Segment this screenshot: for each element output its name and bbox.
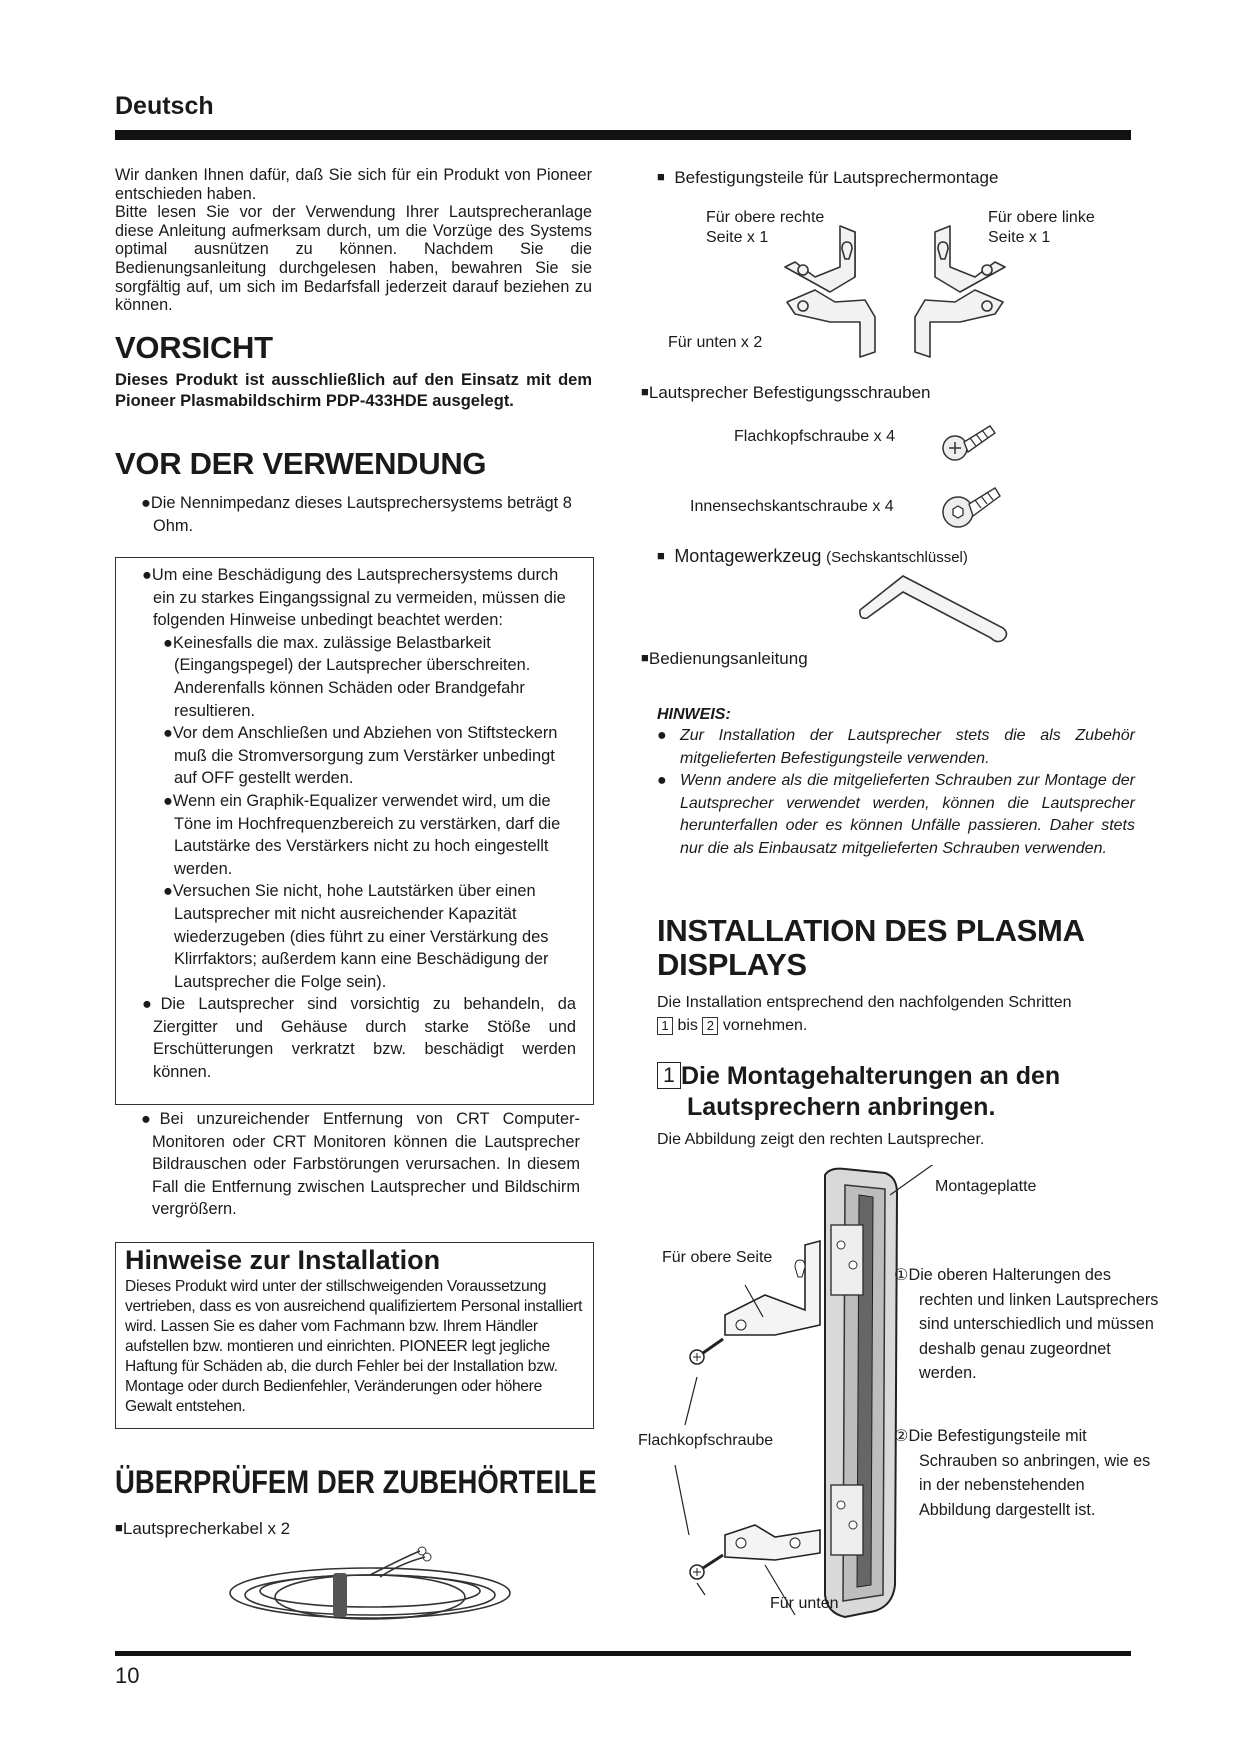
zubehoer-heading: ÜBERPRÜFEM DER ZUBEHÖRTEILE	[115, 1464, 597, 1500]
vorsicht-text: Dieses Produkt ist ausschließlich auf den Einsatz mit dem Pioneer Plasmabildschirm PDP-433HDE ausgelegt.	[115, 371, 592, 410]
label-montageplatte: Montageplatte	[935, 1178, 1037, 1195]
manual-label: ■Bedienungsanleitung	[641, 649, 808, 668]
label-flachkopfschraube: Flachkopfschraube	[638, 1432, 774, 1449]
bullet-icon: ●	[163, 791, 173, 810]
bullet-icon: ●	[141, 1110, 160, 1128]
installation-hints-box	[115, 1242, 594, 1429]
screws-label: ■Lautsprecher Befestigungsschrauben	[641, 383, 931, 402]
vor-der-verwendung-heading: VOR DER VERWENDUNG	[115, 446, 487, 481]
mounting-plate	[831, 1225, 863, 1295]
flathead-screw-label: Flachkopfschraube x 4	[734, 428, 895, 445]
bullet-icon: ●	[141, 494, 151, 512]
crt-note	[130, 1108, 580, 1221]
list-item: ●Wenn ein Graphik-Equalizer verwendet wird, um die Töne im Hochfrequenzbereich zu verstärken, darf die Lautstärke des Verstärkers nicht zu hoch eingestellt werden.	[163, 791, 561, 878]
square-bullet-icon: ■	[657, 169, 665, 184]
bullet-icon: ●	[142, 995, 161, 1014]
cable-label: ■Lautsprecherkabel x 2	[115, 1519, 291, 1538]
impedance-note	[131, 492, 581, 537]
footer-rule	[115, 1651, 1131, 1656]
step-number-badge: 1	[657, 1062, 681, 1089]
intro-block	[115, 166, 592, 315]
vor-der-verwendung-heading-wrap	[115, 446, 595, 482]
hex-key-icon	[855, 568, 1015, 646]
step-number-badge: 2	[702, 1017, 718, 1035]
keyhole-slot	[842, 242, 852, 259]
crt-text: Bei unzureichender Entfernung von CRT Computer-Monitoren oder CRT Monitoren können die Lautsprecher Bildrauschen oder Farbstörungen verursachen. In diesem Fall die Entfernung zwischen Lautsprecher und Bildschirm vergrößern.	[152, 1110, 580, 1219]
keyhole-slot	[938, 242, 948, 259]
bullet-icon: ●	[163, 724, 173, 743]
speaker-cable-illustration	[220, 1545, 520, 1630]
installation-heading-line2: DISPLAYS	[657, 947, 807, 982]
installation-note-2: ②Die Befestigungsteile mit Schrauben so anbringen, wie es in der nebenstehenden Abbildung dargestellt ist.	[894, 1427, 1151, 1519]
installation-hints-text: Dieses Produkt wird unter der stillschweigenden Voraussetzung vertrieben, dass es von ausreichend qualifiziertem Personal installiert wird. Lassen Sie es daher vom Fachmann bzw. Ihrem Händler aufstellen bzw. montieren und einrichten. PIONEER legt jegliche Haftung für Schäden ab, die durch Fehler bei der Installation bzw. Montage oder durch Bedienfehler, Veränderungen oder höhere Gewalt entstehen.	[125, 1278, 583, 1415]
bullet-icon: ●	[163, 882, 173, 901]
page-number: 10	[115, 1663, 140, 1688]
step-number-badge: 1	[657, 1017, 673, 1035]
vorsicht-section	[115, 330, 592, 412]
intro-paragraph-2: Bitte lesen Sie vor der Verwendung Ihrer Lautsprecheranlage diese Anleitung aufmerksam durch, um die Vorzüge des Systems optimal ausnützen zu können. Nachdem Sie die Bedienungsanleitung durchgelesen haben, bewahren Sie sie sorgfältig auf, um sich im Bedarfsfall jederzeit darauf beziehen zu können.	[115, 203, 592, 315]
figure-caption: Die Abbildung zeigt den rechten Lautsprecher.	[657, 1131, 985, 1148]
installation-note-1: ①Die oberen Halterungen des rechten und linken Lautsprechers sind unterschiedlich und müssen deshalb genau zugeordnet werden.	[894, 1266, 1159, 1383]
flathead-screw-icon	[690, 1555, 723, 1579]
step1-heading: 1 Die Montagehalterungen an den Lautsprechern anbringen.	[657, 1061, 1137, 1123]
impedance-text: Die Nennimpedanz dieses Lautsprechersystems beträgt 8 Ohm.	[150, 494, 572, 535]
list-item: ●Um eine Beschädigung des Lautsprechersystems durch ein zu starkes Eingangssignal zu vermeiden, müssen die folgenden Hinweise unbedingt beachtet werden:	[142, 566, 566, 630]
caution-box	[115, 557, 594, 1105]
bullet-icon: ●	[657, 727, 667, 744]
list-item: ●Versuchen Sie nicht, hohe Lautstärken über einen Lautsprecher mit nicht ausreichender Kapazität wiederzugeben (dies führt zu einer Verstärkung des Klirrfaktors; außerdem kann eine Beschädigung der Lautsprecher die Folge sein).	[163, 882, 549, 991]
installation-heading-wrap	[657, 914, 1137, 982]
hinweis-heading: HINWEIS:	[657, 706, 731, 723]
section-language-label: Deutsch	[115, 92, 214, 120]
square-bullet-icon: ■	[115, 1520, 123, 1535]
installation-hints-heading: Hinweise zur Installation	[125, 1245, 441, 1275]
bullet-icon: ●	[163, 633, 173, 652]
vorsicht-heading: VORSICHT	[115, 330, 273, 365]
bracket-hole	[982, 265, 992, 275]
list-item: ●Keinesfalls die max. zulässige Belastbarkeit (Eingangspegel) der Lautsprecher überschreiten. Anderenfalls können Schäden oder Brandgefahr resultieren.	[163, 633, 531, 720]
installation-heading-line1: INSTALLATION DES PLASMA	[657, 913, 1085, 948]
mounting-brackets-illustration	[775, 222, 1015, 362]
zubehoer-heading-wrap	[115, 1464, 595, 1501]
bracket-hole	[982, 301, 992, 311]
list-item: ●Die Lautsprecher sind vorsichtig zu behandeln, da Ziergitter und Gehäuse durch starke Stöße und Erschütterungen verkratzt bzw. beschädigt werden können.	[142, 995, 576, 1082]
list-item: ● Zur Installation der Lautsprecher stets die als Zubehör mitgelieferten Befestigungsteile verwenden.	[657, 727, 1135, 767]
bracket-upper-left-label: Für obere linke Seite x 1	[988, 209, 1095, 246]
label-unten: Für unten	[770, 1595, 839, 1612]
speaker-installation-figure	[645, 1165, 1075, 1635]
square-bullet-icon: ■	[657, 548, 665, 563]
flathead-screw-icon	[690, 1339, 723, 1364]
mounting-plate	[831, 1485, 863, 1555]
square-bullet-icon: ■	[641, 384, 649, 399]
befestigungsteile-label: ■ Befestigungsteile für Lautsprechermontage	[657, 168, 999, 187]
hinweis-block	[657, 706, 1135, 860]
flathead-screw-icon	[940, 420, 1000, 465]
cable-tie	[333, 1573, 347, 1617]
hex-socket-screw-icon	[940, 480, 1004, 532]
bracket-bottom-label: Für unten x 2	[668, 334, 763, 351]
list-item: ● Wenn andere als die mitgelieferten Schrauben zur Montage der Lautsprecher verwendet werden, können die Lautsprecher herunterfallen oder es können Unfälle passieren. Daher stets nur die als Einbausatz mitgelieferten Schrauben verwenden.	[657, 772, 1135, 857]
hex-screw-label: Innensechskantschraube x 4	[690, 498, 894, 515]
bracket-hole	[798, 301, 808, 311]
installation-intro: Die Installation entsprechend den nachfolgenden Schritten 1 bis 2 vornehmen.	[657, 994, 1072, 1034]
bullet-icon: ●	[142, 566, 152, 584]
bracket-hole	[798, 265, 808, 275]
bullet-icon: ●	[657, 772, 667, 789]
list-item: ●Vor dem Anschließen und Abziehen von Stiftsteckern muß die Stromversorgung zum Verstärker unbedingt auf OFF gestellt werden.	[163, 724, 558, 788]
tool-label: ■ Montagewerkzeug (Sechskantschlüssel)	[657, 546, 968, 566]
header-rule	[115, 130, 1131, 140]
square-bullet-icon: ■	[641, 650, 649, 665]
bracket-upper-right-label: Für obere rechte Seite x 1	[706, 209, 825, 246]
label-obere-seite: Für obere Seite	[662, 1249, 773, 1266]
intro-paragraph-1: Wir danken Ihnen dafür, daß Sie sich für ein Produkt von Pioneer entschieden haben.	[115, 166, 592, 203]
